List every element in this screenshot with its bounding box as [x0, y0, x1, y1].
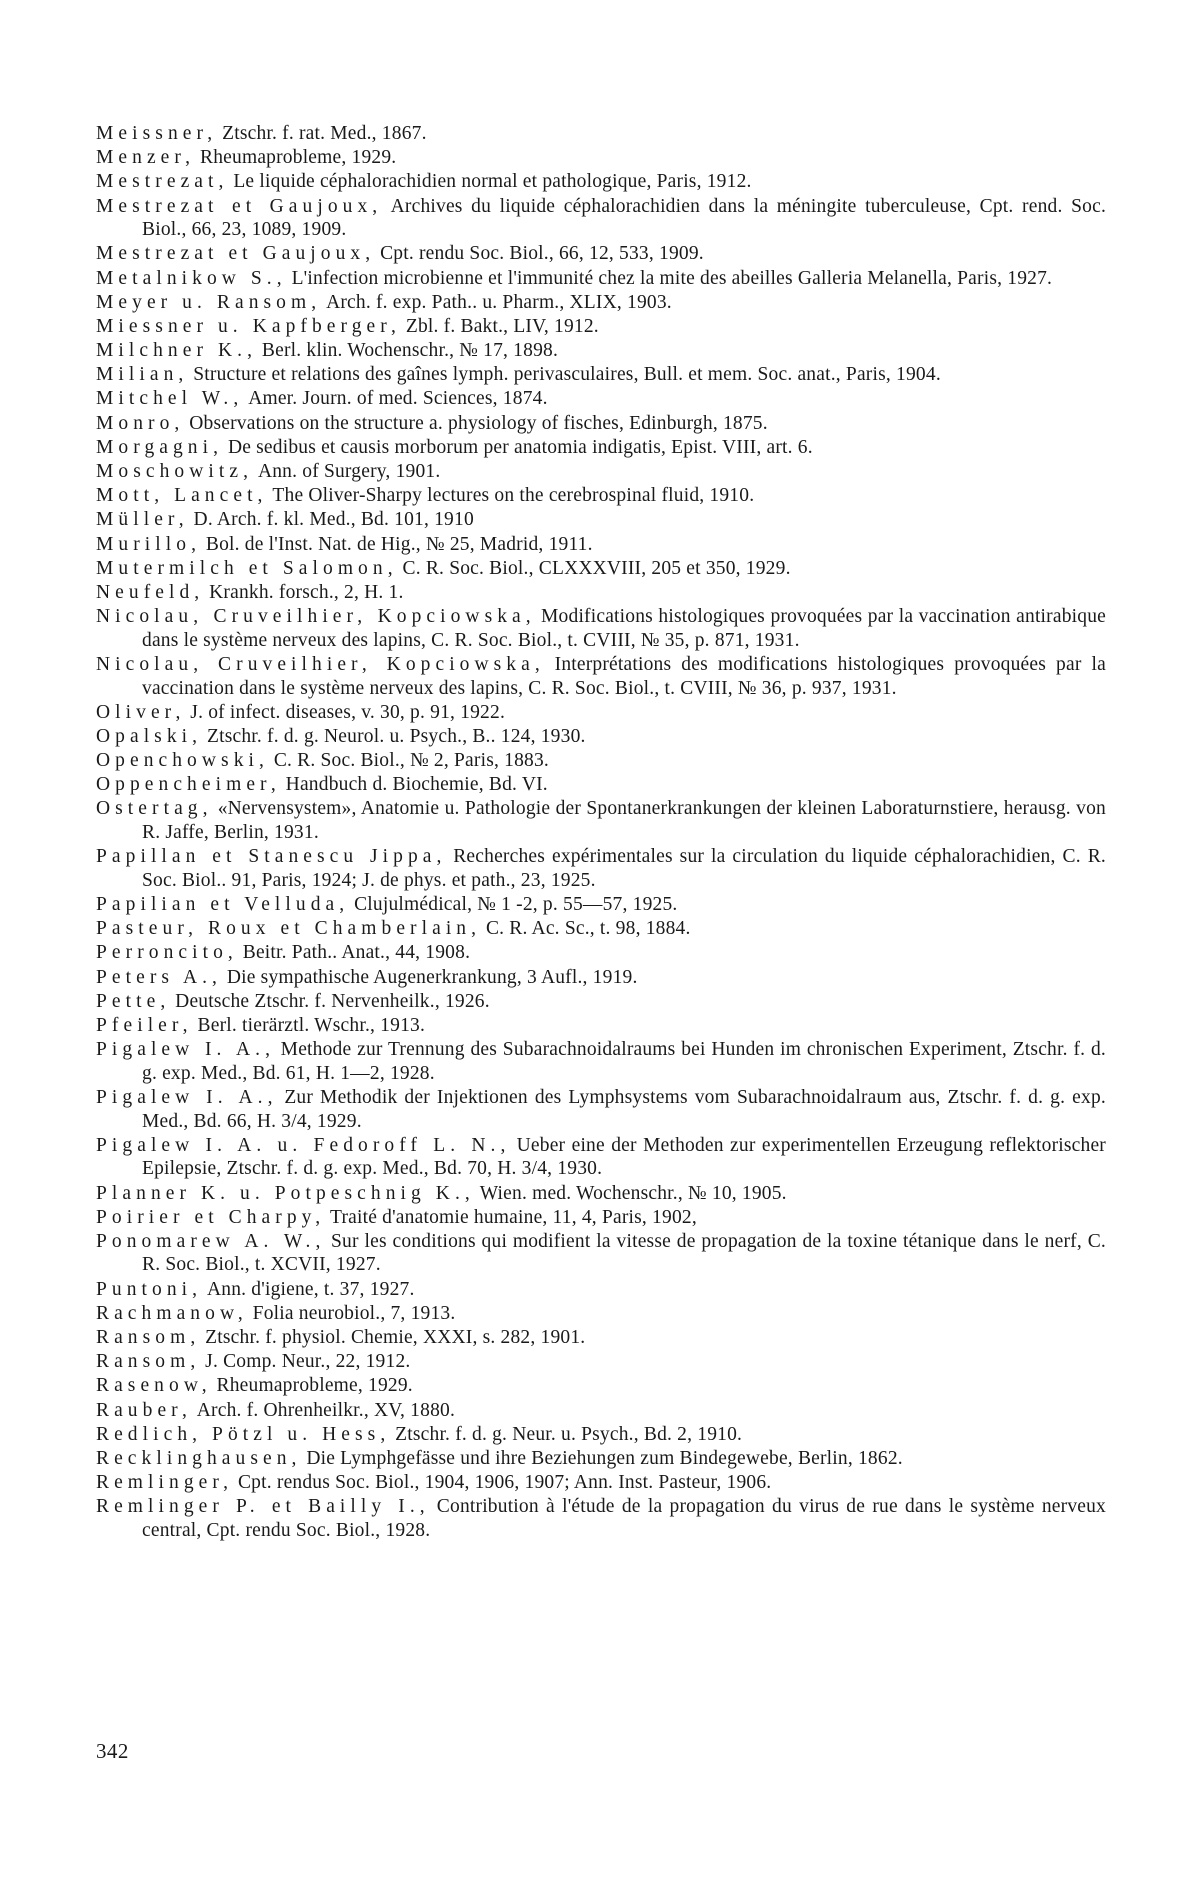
entry-text: Interprétations des modifications histologiques provoquées par la vaccination dans le système nerveux des lapins, C. R. Soc. Biol., t. CVIII, № 36, p. 937, 1931.	[142, 653, 1107, 699]
entry-text: Le liquide céphalorachidien normal et pathologique, Paris, 1912.	[233, 171, 752, 193]
entry-author: Opalski,	[96, 725, 203, 747]
entry-author: Mott, Lancet,	[96, 485, 268, 507]
entry-text: Contribution à l'étude de la propagation du virus de rue dans le système nerveux central, Cpt. rendu Soc. Biol., 1928.	[142, 1496, 1107, 1541]
entry-author: Menzer,	[96, 147, 196, 169]
bibliography-entry	[96, 195, 1106, 242]
entry-text: J. Comp. Neur., 22, 1912.	[205, 1351, 411, 1373]
entry-text: Folia neurobiol., 7, 1913.	[252, 1302, 456, 1324]
entry-text: D. Arch. f. kl. Med., Bd. 101, 1910	[193, 509, 474, 531]
bibliography-entry	[96, 242, 1106, 266]
bibliography-entry	[96, 1350, 1106, 1374]
entry-text: Ann. d'igiene, t. 37, 1927.	[207, 1278, 415, 1300]
entry-author: Openchowski,	[96, 750, 269, 772]
entry-author: Oppencheimer,	[96, 774, 281, 796]
entry-author: Nicolau, Cruveilhier, Kopciowska,	[96, 606, 536, 628]
entry-text: Bol. de l'Inst. Nat. de Hig., № 25, Madrid, 1911.	[205, 533, 593, 555]
entry-author: Ransom,	[96, 1327, 201, 1349]
bibliography-entry	[96, 797, 1106, 844]
bibliography-entry	[96, 460, 1106, 484]
bibliography-entry	[96, 267, 1106, 291]
entry-text: Ann. of Surgery, 1901.	[257, 461, 441, 483]
entry-text: Ztschr. f. d. g. Neur. u. Psych., Bd. 2, 1910.	[395, 1423, 743, 1445]
entry-text: Archives du liquide céphalorachidien dans la méningite tuberculeuse, Cpt. rend. Soc. Biol., 66, 23, 1089, 1909.	[142, 195, 1107, 241]
entry-text: Structure et relations des gaînes lymph. perivasculaires, Bull. et mem. Soc. anat., Paris, 1904.	[193, 364, 941, 386]
bibliography-entry	[96, 122, 1106, 146]
entry-author: Mitchel W.,	[96, 388, 244, 410]
bibliography-entry	[96, 1374, 1106, 1398]
bibliography-entry	[96, 412, 1106, 436]
entry-author: Papilian et Velluda,	[96, 894, 350, 916]
bibliography-entry	[96, 749, 1106, 773]
entry-author: Neufeld,	[96, 581, 205, 603]
bibliography-entry	[96, 1302, 1106, 1326]
entry-author: Pasteur, Roux et Chamberlain,	[96, 918, 482, 940]
bibliography-entry	[96, 557, 1106, 581]
entry-author: Nicolau, Cruveilhier, Kopciowska,	[96, 653, 545, 675]
entry-author: Remlinger P. et Bailly I.,	[96, 1496, 430, 1518]
bibliography-entry	[96, 1399, 1106, 1423]
entry-text: Traité d'anatomie humaine, 11, 4, Paris, 1902,	[330, 1206, 697, 1228]
entry-author: Moschowitz,	[96, 461, 254, 483]
bibliography-list	[96, 122, 1106, 1543]
entry-text: Cpt. rendu Soc. Biol., 66, 12, 533, 1909.	[380, 243, 704, 265]
entry-author: Poirier et Charpy,	[96, 1206, 326, 1228]
entry-text: Ztschr. f. physiol. Chemie, XXXI, s. 282, 1901.	[205, 1327, 586, 1349]
bibliography-entry	[96, 291, 1106, 315]
bibliography-entry	[96, 701, 1106, 725]
bibliography-entry	[96, 773, 1106, 797]
entry-author: Meyer u. Ransom,	[96, 291, 322, 313]
entry-author: Rachmanow,	[96, 1302, 248, 1324]
entry-text: Krankh. forsch., 2, H. 1.	[209, 581, 404, 603]
entry-text: Die sympathische Augenerkrankung, 3 Aufl., 1919.	[226, 966, 638, 988]
entry-author: Mutermilch et Salomon,	[96, 557, 398, 579]
entry-text: Beitr. Path.. Anat., 44, 1908.	[242, 942, 471, 964]
entry-text: Sur les conditions qui modifient la vitesse de propagation de la toxine tétanique dans le nerf, C. R. Soc. Biol., t. XCVII, 1927.	[142, 1230, 1107, 1276]
entry-author: Pigalew I. A.,	[96, 1086, 278, 1108]
entry-author: Metalnikow S.,	[96, 267, 287, 289]
bibliography-page	[96, 122, 1106, 1543]
entry-author: Pfeiler,	[96, 1014, 193, 1036]
entry-author: Meissner,	[96, 123, 218, 144]
bibliography-entry	[96, 315, 1106, 339]
entry-text: The Oliver-Sharpy lectures on the cerebrospinal fluid, 1910.	[272, 485, 755, 507]
entry-text: L'infection microbienne et l'immunité chez la mite des abeilles Galleria Melanella, Paris, 1927.	[291, 267, 1053, 289]
entry-author: Puntoni,	[96, 1278, 203, 1300]
bibliography-entry	[96, 605, 1106, 652]
entry-author: Perroncito,	[96, 942, 238, 964]
entry-text: Amer. Journ. of med. Sciences, 1874.	[248, 388, 548, 410]
page-number: 342	[96, 1739, 129, 1763]
bibliography-entry	[96, 1495, 1106, 1542]
entry-author: Planner K. u. Potpeschnig K.,	[96, 1182, 475, 1204]
bibliography-entry	[96, 1447, 1106, 1471]
bibliography-entry	[96, 1086, 1106, 1133]
bibliography-entry	[96, 917, 1106, 941]
entry-text: Handbuch d. Biochemie, Bd. VI.	[285, 774, 548, 796]
entry-text: Ztschr. f. d. g. Neurol. u. Psych., B.. 124, 1930.	[206, 725, 586, 747]
entry-author: Papillan et Stanescu Jippa,	[96, 846, 447, 868]
bibliography-entry	[96, 1134, 1106, 1181]
bibliography-entry	[96, 387, 1106, 411]
entry-author: Ransom,	[96, 1351, 201, 1373]
entry-author: Monro,	[96, 412, 185, 434]
entry-text: De sedibus et causis morborum per anatomia indigatis, Epist. VIII, art. 6.	[227, 436, 813, 458]
entry-author: Pette,	[96, 990, 171, 1012]
entry-text: Ueber eine der Methoden zur experimentellen Erzeugung reflektorischer Epilepsie, Ztschr. f. d. g. exp. Med., Bd. 70, H. 3/4, 1930.	[142, 1134, 1106, 1180]
entry-author: Pigalew I. A. u. Fedoroff L. N.,	[96, 1134, 511, 1156]
bibliography-entry	[96, 1471, 1106, 1495]
entry-text: Rheumaprobleme, 1929.	[216, 1375, 413, 1397]
bibliography-entry	[96, 1038, 1106, 1085]
entry-author: Rauber,	[96, 1399, 192, 1421]
entry-text: Berl. tierärztl. Wschr., 1913.	[197, 1014, 426, 1036]
entry-text: Berl. klin. Wochenschr., № 17, 1898.	[261, 340, 559, 362]
entry-text: Die Lymphgefässe und ihre Beziehungen zum Bindegewebe, Berlin, 1862.	[306, 1447, 903, 1469]
entry-text: Arch. f. Ohrenheilkr., XV, 1880.	[196, 1399, 456, 1421]
bibliography-entry	[96, 1326, 1106, 1350]
bibliography-entry	[96, 1182, 1106, 1206]
entry-text: Cpt. rendus Soc. Biol., 1904, 1906, 1907; Ann. Inst. Pasteur, 1906.	[237, 1472, 772, 1494]
entry-author: Ponomarew A. W.,	[96, 1230, 326, 1252]
bibliography-entry	[96, 725, 1106, 749]
entry-author: Milchner K.,	[96, 340, 258, 362]
entry-text: C. R. Ac. Sc., t. 98, 1884.	[485, 918, 691, 940]
bibliography-entry	[96, 581, 1106, 605]
entry-text: Methode zur Trennung des Subarachnoidalraums bei Hunden im chronischen Experiment, Ztschr. f. d. g. exp. Med., Bd. 61, H. 1—2, 1928.	[142, 1039, 1106, 1084]
entry-author: Redlich, Pötzl u. Hess,	[96, 1423, 391, 1445]
bibliography-entry	[96, 845, 1106, 892]
entry-author: Müller,	[96, 509, 189, 531]
entry-text: Ztschr. f. rat. Med., 1867.	[222, 123, 427, 144]
entry-text: Deutsche Ztschr. f. Nervenheilk., 1926.	[175, 990, 490, 1012]
entry-text: J. of infect. diseases, v. 30, p. 91, 1922.	[190, 701, 506, 723]
entry-text: Zbl. f. Bakt., LIV, 1912.	[405, 315, 599, 337]
bibliography-entry	[96, 533, 1106, 557]
entry-author: Morgagni,	[96, 436, 224, 458]
entry-text: Clujulmédical, № 1 -2, p. 55—57, 1925.	[354, 894, 678, 916]
entry-author: Mestrezat et Gaujoux,	[96, 243, 376, 265]
entry-author: Peters A.,	[96, 966, 222, 988]
bibliography-entry	[96, 484, 1106, 508]
entry-author: Ostertag,	[96, 798, 213, 820]
bibliography-entry	[96, 990, 1106, 1014]
bibliography-entry	[96, 1278, 1106, 1302]
entry-text: Recherches expérimentales sur la circulation du liquide céphalorachidien, C. R. Soc. Biol.. 91, Paris, 1924; J. de phys. et path., 23, 1925.	[142, 846, 1106, 891]
bibliography-entry	[96, 966, 1106, 990]
entry-text: Arch. f. exp. Path.. u. Pharm., XLIX, 1903.	[326, 291, 672, 313]
entry-author: Recklinghausen,	[96, 1447, 302, 1469]
entry-author: Oliver,	[96, 701, 186, 723]
bibliography-entry	[96, 170, 1106, 194]
bibliography-entry	[96, 1423, 1106, 1447]
entry-author: Milian,	[96, 364, 189, 386]
entry-author: Rasenow,	[96, 1375, 212, 1397]
entry-author: Murillo,	[96, 533, 202, 555]
bibliography-entry	[96, 1206, 1106, 1230]
entry-author: Mestrezat et Gaujoux,	[96, 195, 383, 217]
entry-text: Modifications histologiques provoquées par la vaccination antirabique dans le système nerveux des lapins, C. R. Soc. Biol., t. CVIII, № 35, p. 871, 1931.	[142, 606, 1107, 651]
entry-text: Zur Methodik der Injektionen des Lymphsystems vom Subarachnoidalraum aus, Ztschr. f. d. g. exp. Med., Bd. 66, H. 3/4, 1929.	[142, 1086, 1106, 1132]
entry-author: Remlinger,	[96, 1472, 234, 1494]
bibliography-entry	[96, 508, 1106, 532]
entry-author: Pigalew I. A.,	[96, 1039, 276, 1061]
bibliography-entry	[96, 146, 1106, 170]
entry-text: C. R. Soc. Biol., CLXXXVIII, 205 et 350, 1929.	[402, 557, 791, 579]
bibliography-entry	[96, 653, 1106, 700]
entry-text: Rheumaprobleme, 1929.	[200, 147, 397, 169]
bibliography-entry	[96, 941, 1106, 965]
entry-text: Wien. med. Wochenschr., № 10, 1905.	[479, 1182, 787, 1204]
entry-author: Mestrezat,	[96, 171, 229, 193]
bibliography-entry	[96, 893, 1106, 917]
bibliography-entry	[96, 1014, 1106, 1038]
bibliography-entry	[96, 1230, 1106, 1277]
bibliography-entry	[96, 436, 1106, 460]
bibliography-entry	[96, 363, 1106, 387]
entry-author: Miessner u. Kapfberger,	[96, 315, 401, 337]
entry-text: C. R. Soc. Biol., № 2, Paris, 1883.	[273, 750, 549, 772]
entry-text: «Nervensystem», Anatomie u. Pathologie der Spontanerkrankungen der kleinen Laboraturnstiere, herausg. von R. Jaffe, Berlin, 1931.	[142, 798, 1106, 844]
entry-text: Observations on the structure a. physiology of fisches, Edinburgh, 1875.	[189, 412, 768, 434]
bibliography-entry	[96, 339, 1106, 363]
